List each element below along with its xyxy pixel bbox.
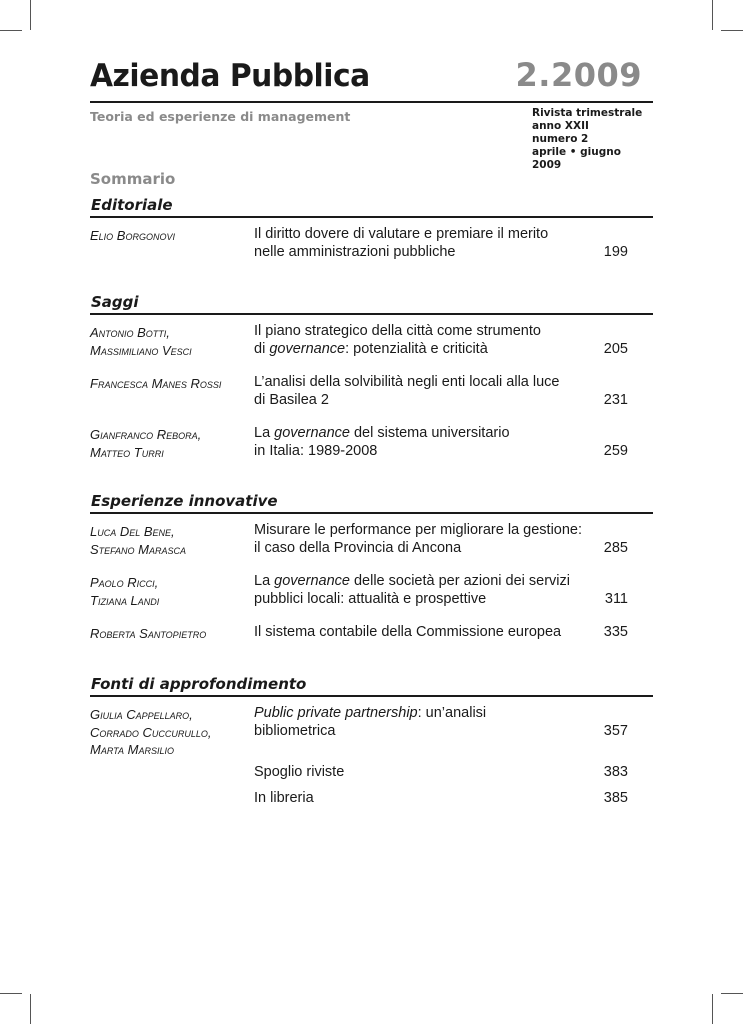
author-name: Luca Del Bene, (90, 524, 175, 539)
entry-page-number: 285 (603, 539, 628, 556)
issue-meta-line: Rivista trimestrale (532, 107, 643, 119)
section-editoriale (90, 195, 653, 218)
entry-title[interactable] (254, 573, 599, 608)
entry-page-number: 385 (603, 790, 628, 806)
entry-title-line: In libreria (254, 790, 314, 806)
title-text: : un’analisi (417, 705, 487, 721)
entry-title-line (254, 705, 599, 723)
entry-authors (90, 227, 250, 245)
entry-title[interactable] (254, 764, 599, 782)
section-esperienze-innovative (90, 491, 653, 514)
entry-authors (90, 324, 250, 359)
crop-mark (721, 30, 743, 31)
crop-mark (30, 994, 31, 1024)
entry-page-number: 199 (603, 243, 628, 260)
entry-title[interactable] (254, 522, 599, 557)
issue-meta-line: aprile • giugno (532, 146, 621, 158)
entry-title-line: in Italia: 1989-2008 (254, 442, 378, 459)
journal-title: Azienda Pubblica (90, 58, 370, 94)
entry-title[interactable] (254, 624, 599, 642)
section-title: Editoriale (91, 196, 173, 214)
entry-page-number: 383 (603, 764, 628, 780)
issue-meta (532, 107, 642, 172)
entry-page-number: 231 (603, 391, 628, 408)
toc-entry[interactable] (90, 624, 653, 642)
entry-title-line (254, 425, 599, 443)
entry-title-line: Il piano strategico della città come strumento (254, 323, 541, 339)
title-rule (90, 101, 653, 103)
title-text: delle società per azioni dei servizi (349, 573, 570, 589)
entry-title[interactable] (254, 790, 599, 808)
entry-title-line: bibliometrica (254, 722, 336, 739)
section-saggi (90, 292, 653, 315)
title-emphasis: Public private partnership (254, 705, 418, 721)
entry-title-line: nelle amministrazioni pubbliche (254, 243, 456, 260)
entry-title[interactable] (254, 374, 599, 409)
toc-entry[interactable] (90, 705, 653, 759)
author-name: Matteo Turri (90, 444, 164, 460)
issue-meta-line: anno XXII (532, 120, 589, 132)
author-name: Corrado Cuccurullo, (90, 724, 212, 740)
section-fonti-di-approfondimento (90, 674, 653, 697)
crop-mark (721, 993, 743, 994)
entry-title-line: Il sistema contabile della Commissione europea (254, 624, 562, 640)
entry-page-number: 357 (603, 722, 628, 739)
author-name: Massimiliano Vesci (90, 342, 192, 358)
entry-title-line: il caso della Provincia di Ancona (254, 539, 462, 556)
entry-page-number: 259 (603, 442, 628, 459)
toc-entry[interactable] (90, 323, 653, 359)
section-title: Esperienze innovative (91, 492, 278, 510)
section-rule (90, 216, 653, 218)
toc-entry[interactable] (90, 573, 653, 609)
author-name: Stefano Marasca (90, 541, 186, 557)
author-name: Gianfranco Rebora, (90, 427, 202, 442)
toc-entry[interactable] (90, 425, 653, 461)
section-rule (90, 695, 653, 697)
entry-authors (90, 625, 250, 643)
crop-mark (712, 0, 713, 30)
author-name: Marta Marsilio (90, 742, 174, 757)
section-rule (90, 512, 653, 514)
crop-mark (30, 0, 31, 30)
entry-title-line (254, 341, 599, 359)
author-name: Elio Borgonovi (90, 228, 175, 243)
entry-title-line: di Basilea 2 (254, 391, 329, 408)
author-name: Francesca Manes Rossi (90, 376, 222, 391)
section-rule (90, 313, 653, 315)
entry-authors (90, 706, 250, 759)
title-emphasis: governance (269, 340, 346, 357)
title-text: La (254, 425, 275, 441)
issue-meta-line: numero 2 (532, 133, 589, 145)
title-text: di (254, 340, 270, 357)
crop-mark (0, 993, 22, 994)
title-text: : potenzialità e criticità (345, 340, 488, 357)
issue-meta-line: 2009 (532, 159, 562, 171)
toc-entry[interactable] (90, 764, 653, 782)
entry-title-line: L’analisi della solvibilità negli enti locali alla luce (254, 374, 560, 390)
toc-entry[interactable] (90, 374, 653, 410)
toc-entry[interactable] (90, 522, 653, 558)
author-name: Antonio Botti, (90, 325, 170, 340)
issue-number: 2.2009 (515, 56, 642, 94)
crop-mark (0, 30, 22, 31)
entry-authors (90, 375, 250, 393)
journal-subtitle: Teoria ed esperienze di management (90, 109, 351, 124)
entry-authors (90, 523, 250, 558)
entry-title[interactable] (254, 425, 599, 460)
toc-entry[interactable] (90, 226, 653, 262)
author-name: Paolo Ricci, (90, 575, 159, 590)
toc-entry[interactable] (90, 790, 653, 808)
entry-page-number: 311 (604, 590, 628, 607)
author-name: Tiziana Landi (90, 592, 160, 608)
title-text: del sistema universitario (349, 425, 510, 441)
section-title: Saggi (91, 293, 139, 311)
title-text: La (254, 573, 275, 589)
section-title: Fonti di approfondimento (91, 675, 307, 693)
title-emphasis: governance (274, 425, 350, 441)
entry-title[interactable] (254, 323, 599, 358)
entry-title-line: Spoglio riviste (254, 764, 345, 780)
sommario-heading: Sommario (90, 170, 176, 188)
entry-title[interactable] (254, 226, 599, 261)
author-name: Roberta Santopietro (90, 626, 207, 641)
entry-title-line: Misurare le performance per migliorare la gestione: (254, 522, 583, 538)
author-name: Giulia Cappellaro, (90, 707, 193, 722)
entry-title-line: Il diritto dovere di valutare e premiare il merito (254, 226, 549, 242)
entry-page-number: 335 (603, 624, 628, 640)
crop-mark (712, 994, 713, 1024)
entry-page-number: 205 (603, 340, 628, 357)
entry-authors (90, 574, 250, 609)
entry-title-line (254, 573, 599, 591)
entry-title[interactable] (254, 705, 599, 740)
entry-authors (90, 426, 250, 461)
title-emphasis: governance (274, 573, 350, 589)
entry-title-line: pubblici locali: attualità e prospettive (254, 590, 487, 607)
